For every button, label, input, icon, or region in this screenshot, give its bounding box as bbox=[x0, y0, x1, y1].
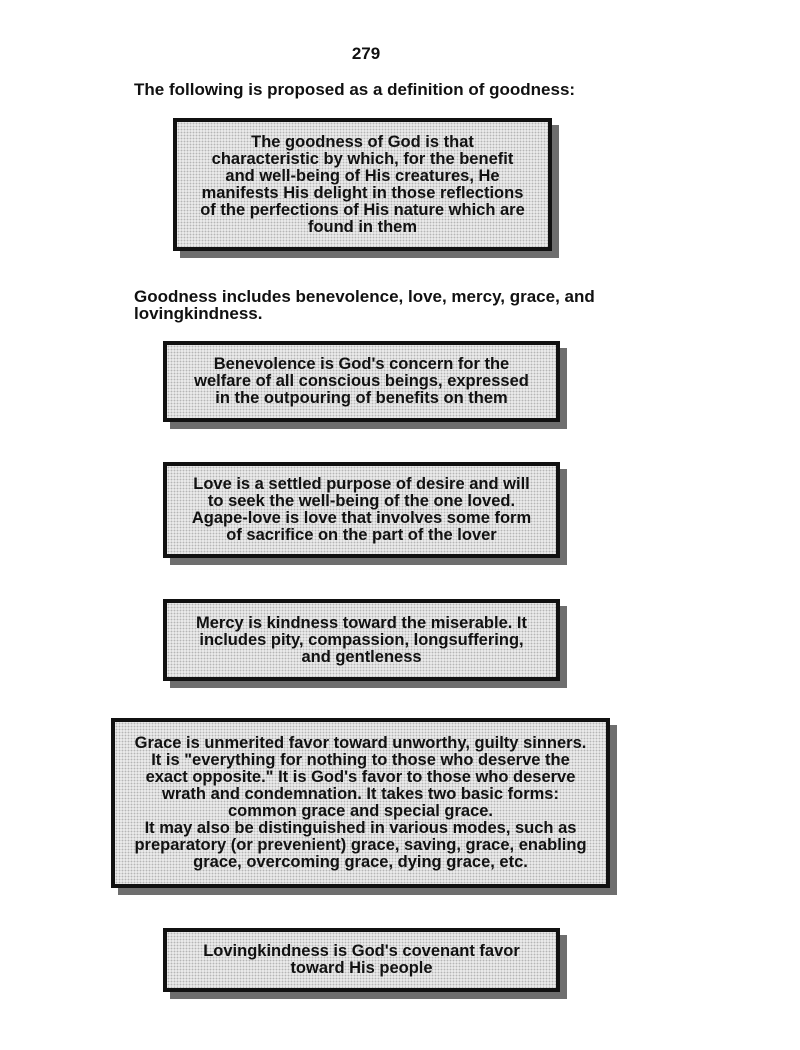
lovingkindness-box bbox=[163, 928, 560, 992]
benevolence-text: Benevolence is God's concern for the welfare of all conscious beings, expressed in the outpouring of benefits on them bbox=[194, 355, 529, 407]
goodness-definition-text: The goodness of God is that characteristic by which, for the benefit and well-being of His creatures, He manifests His delight in those reflections of the perfections of His nature which are found in them bbox=[200, 132, 525, 236]
goodness-definition-box bbox=[173, 118, 552, 251]
mercy-text: Mercy is kindness toward the miserable. It includes pity, compassion, longsuffering, and gentleness bbox=[195, 613, 528, 666]
goodness-includes-paragraph: Goodness includes benevolence, love, mercy, grace, and lovingkindness. bbox=[134, 287, 595, 323]
grace-text: Grace is unmerited favor toward unworthy, guilty sinners. It is "everything for nothing to those who deserve the exact opposite." It is God's favor to those who deserve wrath and condemnation. It takes two basic forms: common grace and special grace. It may also be distinguished in various modes, such as preparatory (or prevenient) grace, saving, grace, enabling grace, overcoming grace, dying grace, etc. bbox=[134, 734, 587, 871]
mercy-box bbox=[163, 599, 560, 681]
page-number: 279 bbox=[351, 44, 381, 63]
lovingkindness-text: Lovingkindness is God's covenant favor toward His people bbox=[203, 942, 520, 977]
love-box bbox=[163, 462, 560, 558]
love-text: Love is a settled purpose of desire and will to seek the well-being of the one loved. Agape-love is love that involves some form of sacrifice on the part of the lover bbox=[191, 475, 532, 544]
benevolence-box bbox=[163, 341, 560, 422]
intro-paragraph: The following is proposed as a definition of goodness: bbox=[134, 80, 576, 99]
grace-box bbox=[111, 718, 610, 888]
